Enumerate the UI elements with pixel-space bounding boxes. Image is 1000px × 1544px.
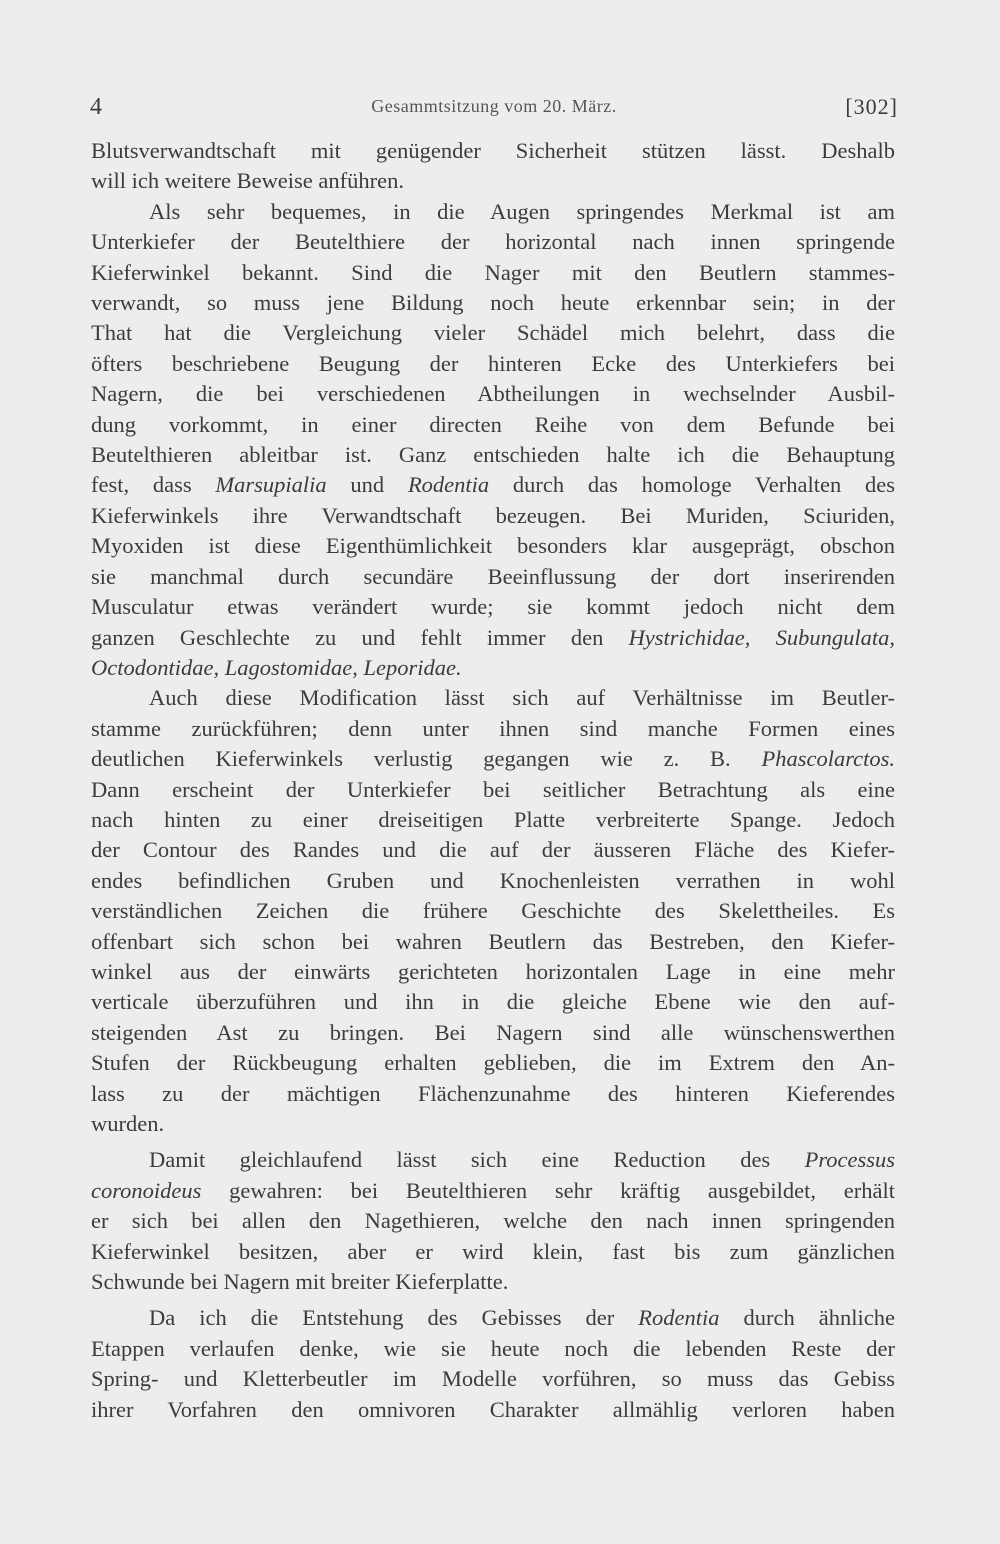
text-line: Dann erscheint der Unterkiefer bei seitlicher Betrachtung als eine [91, 776, 895, 802]
paragraph [91, 136, 895, 197]
text-line: Musculatur etwas verändert wurde; sie kommt jedoch nicht dem [91, 594, 895, 620]
text-line: will ich weitere Beweise anführen. [91, 168, 405, 194]
text-line [91, 1176, 895, 1206]
text-segment: Da ich die Entstehung des Gebisses der [149, 1305, 639, 1331]
text-line: nach hinten zu einer dreiseitigen Platte verbreiterte Spange. Jedoch [91, 806, 895, 832]
text-line: offenbart sich schon bei wahren Beutlern das Bestreben, den Kiefer- [91, 928, 895, 954]
text-line: der Contour des Randes und die auf der äusseren Fläche des Kiefer- [91, 837, 895, 863]
text-line [91, 1145, 895, 1175]
paragraph [91, 197, 895, 684]
page-header [90, 90, 898, 126]
latin-term: Processus [804, 1147, 895, 1173]
text-line: Kieferwinkel besitzen, aber er wird klein, fast bis zum gänzlichen [91, 1238, 895, 1264]
text-line: Myoxiden ist diese Eigenthümlichkeit besonders klar ausgeprägt, obschon [91, 533, 895, 559]
text-line: Etappen verlaufen denke, wie sie heute noch die lebenden Reste der [91, 1335, 895, 1361]
text-line: Als sehr bequemes, in die Augen springendes Merkmal ist am [149, 198, 895, 224]
text-segment: deutlichen Kieferwinkels verlustig gegangen wie z. B. [91, 746, 762, 772]
taxon-name: Hystrichidae, Subungulata, [628, 624, 895, 650]
taxon-name: Octodontidae, Lagostomidae, Leporidae. [91, 654, 462, 680]
text-line: Kieferwinkels ihre Verwandtschaft bezeugen. Bei Muriden, Sciuriden, [91, 502, 895, 528]
text-line: steigenden Ast zu bringen. Bei Nagern sind alle wünschenswerthen [91, 1019, 895, 1045]
taxon-name: Rodentia [407, 472, 490, 498]
text-line: Spring- und Kletterbeutler im Modelle vorführen, so muss das Gebiss [91, 1366, 895, 1392]
taxon-name: Phascolarctos. [761, 746, 895, 772]
text-line: stamme zurückführen; denn unter ihnen sind manche Formen eines [91, 715, 895, 741]
paragraph [91, 1303, 895, 1425]
text-segment: und [326, 472, 408, 498]
text-line [91, 470, 895, 500]
latin-term: coronoideus [91, 1177, 202, 1203]
text-line: verticale überzuführen und ihn in die gleiche Ebene wie den auf- [91, 989, 895, 1015]
taxon-name: Rodentia [638, 1305, 720, 1331]
text-line: dung vorkommt, in einer directen Reihe von dem Befunde bei [91, 411, 895, 437]
text-line [91, 1303, 895, 1333]
text-segment: gewahren: bei Beutelthieren sehr kräftig ausgebildet, erhält [201, 1177, 895, 1203]
text-line: Beutelthieren ableitbar ist. Ganz entschieden halte ich die Behauptung [91, 442, 895, 468]
text-line: verwandt, so muss jene Bildung noch heute erkennbar sein; in der [91, 290, 895, 316]
page-number: 4 [90, 94, 102, 120]
text-segment: ganzen Geschlechte zu und fehlt immer den [91, 624, 629, 650]
text-line: öfters beschriebene Beugung der hinteren Ecke des Unterkiefers bei [91, 350, 895, 376]
text-line: verständlichen Zeichen die frühere Geschichte des Skelettheiles. Es [91, 898, 895, 924]
text-segment: fest, dass [91, 472, 216, 498]
running-title: Gesammtsitzung vom 20. März. [371, 96, 617, 116]
text-segment: durch das homologe Verhalten des [489, 472, 895, 498]
text-line: lass zu der mächtigen Flächenzunahme des hinteren Kieferendes [91, 1080, 895, 1106]
text-line: ihrer Vorfahren den omnivoren Charakter allmählig verloren haben [91, 1396, 895, 1422]
text-line [91, 623, 895, 653]
text-line: Schwunde bei Nagern mit breiter Kieferplatte. [91, 1269, 509, 1295]
text-line: That hat die Vergleichung vieler Schädel mich belehrt, dass die [91, 320, 895, 346]
body-text [91, 136, 895, 1425]
text-line [91, 744, 895, 774]
text-line: Blutsverwandtschaft mit genügender Sicherheit stützen lässt. Deshalb [91, 138, 895, 163]
paragraph [91, 1145, 895, 1297]
text-line [91, 653, 895, 683]
text-line: Kieferwinkel bekannt. Sind die Nager mit den Beutlern stammes- [91, 259, 895, 285]
text-line: Stufen der Rückbeugung erhalten geblieben, die im Extrem den An- [91, 1050, 895, 1076]
text-line: er sich bei allen den Nagethieren, welche den nach innen springenden [91, 1208, 895, 1234]
text-line: endes befindlichen Gruben und Knochenleisten verrathen in wohl [91, 867, 895, 893]
taxon-name: Marsupialia [215, 472, 327, 498]
bracket-page-number: [302] [845, 94, 898, 119]
text-line: sie manchmal durch secundäre Beeinflussung der dort inserirenden [91, 563, 895, 589]
text-segment: Damit gleichlaufend lässt sich eine Reduction des [149, 1147, 805, 1173]
paragraph [91, 683, 895, 1139]
text-segment: durch ähnliche [719, 1305, 895, 1331]
text-line: Unterkiefer der Beutelthiere der horizontal nach innen springende [91, 229, 895, 255]
text-line: winkel aus der einwärts gerichteten horizontalen Lage in eine mehr [91, 958, 895, 984]
text-line: Nagern, die bei verschiedenen Abtheilungen in wechselnder Ausbil- [91, 381, 895, 407]
text-line: Auch diese Modification lässt sich auf Verhältnisse im Beutler- [149, 685, 895, 711]
text-line: wurden. [91, 1111, 165, 1136]
